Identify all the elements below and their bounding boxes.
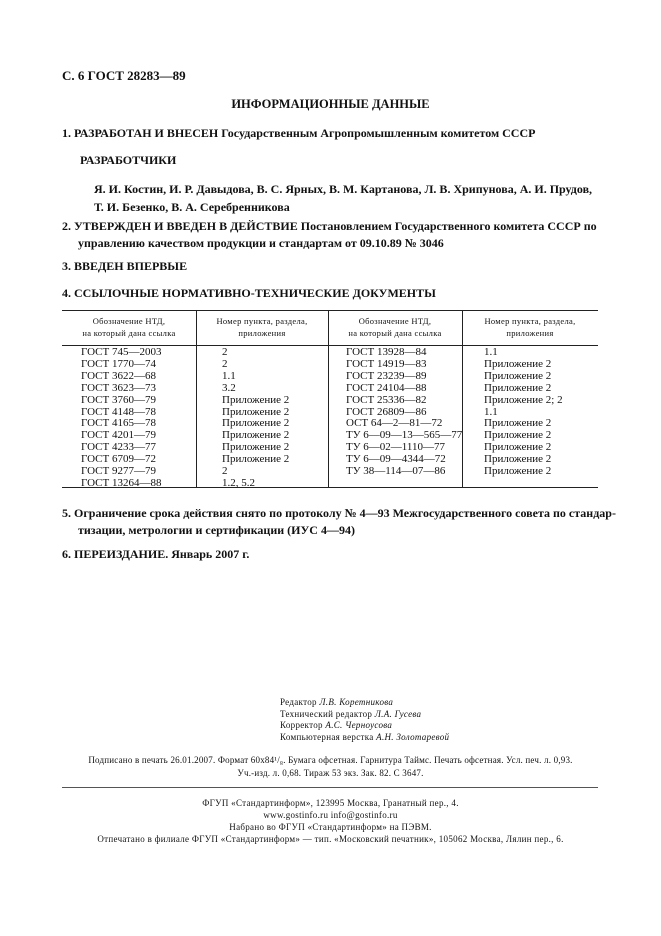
developers-line-1: Я. И. Костин, И. Р. Давыдова, В. С. Ярных, В. М. Картанова, Л. В. Хрипунова, А. И. Прудов, (94, 182, 593, 196)
table-cell: Приложение 2 (484, 441, 552, 454)
table-header-ref-left: Номер пункта, раздела, приложения (216, 316, 308, 338)
section-1: 1. РАЗРАБОТАН И ВНЕСЕН Государственным Агропромышленным комитетом СССР (62, 126, 536, 140)
table-cell: 1.2, 5.2 (222, 476, 255, 489)
credit-tech-editor: Технический редактор Л.А. Гусева (280, 708, 422, 719)
section-3: 3. ВВЕДЕН ВПЕРВЫЕ (62, 259, 188, 273)
publisher-line-1: ФГУП «Стандартинформ», 123995 Москва, Гранатный пер., 4. (202, 798, 459, 808)
section-2-line-1: 2. УТВЕРЖДЕН И ВВЕДЕН В ДЕЙСТВИЕ Постановлением Государственного комитета СССР по (62, 219, 597, 233)
table-cell: ГОСТ 23239—89 (346, 369, 427, 382)
table-cell: Приложение 2 (222, 417, 290, 430)
table-cell: ГОСТ 24104—88 (346, 381, 427, 394)
page-header: С. 6 ГОСТ 28283—89 (62, 68, 186, 83)
table-cell: ОСТ 64—2—81—72 (346, 417, 443, 430)
table-cell: ТУ 6—02—1110—77 (346, 441, 445, 454)
section-5-line-1: 5. Ограничение срока действия снято по протоколу № 4—93 Межгосударственного совета по стандар- (62, 506, 616, 520)
footer-divider (62, 787, 598, 788)
table-cell: ГОСТ 3622—68 (81, 369, 156, 382)
table-column-right-refs (484, 347, 563, 478)
section-6: 6. ПЕРЕИЗДАНИЕ. Январь 2007 г. (62, 547, 250, 561)
print-info (0, 754, 661, 779)
table-cell: 2 (222, 357, 228, 370)
table-cell: Приложение 2 (484, 381, 552, 394)
table-column-left-docs (81, 347, 161, 490)
table-cell: ГОСТ 3623—73 (81, 381, 156, 394)
table-cell: ТУ 38—114—07—86 (346, 465, 446, 478)
table-cell: Приложение 2 (484, 453, 552, 466)
table-header-doc-left: Обозначение НТД, на который дана ссылка (82, 316, 176, 338)
table-header-doc-right: Обозначение НТД, на который дана ссылка (348, 316, 442, 338)
table-header-ref-right: Номер пункта, раздела, приложения (484, 316, 576, 338)
section-2 (62, 218, 597, 252)
section-2-line-2: управлению качеством продукции и стандартам от 09.10.89 № 3046 (78, 236, 444, 250)
table-cell: Приложение 2 (222, 393, 290, 406)
table-cell: ГОСТ 745—2003 (81, 346, 162, 358)
table-cell: ГОСТ 14919—83 (346, 357, 427, 370)
table-cell: ТУ 6—09—4344—72 (346, 453, 446, 466)
table-cell: 2 (222, 465, 228, 478)
table-cell: 1.1 (222, 369, 236, 382)
credit-editor: Редактор Л.В. Коретникова (280, 697, 394, 707)
section-4: 4. ССЫЛОЧНЫЕ НОРМАТИВНО-ТЕХНИЧЕСКИЕ ДОКУМЕНТЫ (62, 286, 436, 300)
publisher-line-3: Набрано во ФГУП «Стандартинформ» на ПЭВМ. (229, 822, 432, 832)
credits-block (280, 697, 449, 743)
table-cell: 2 (222, 346, 228, 358)
developers-line-2: Т. И. Безенко, В. А. Серебренникова (94, 200, 290, 214)
developers-list (94, 180, 604, 216)
table-cell: ГОСТ 9277—79 (81, 465, 156, 478)
table-cell: ГОСТ 3760—79 (81, 393, 156, 406)
section-5 (62, 505, 616, 539)
table-cell: ГОСТ 25336—82 (346, 393, 427, 406)
table-cell: ГОСТ 6709—72 (81, 453, 156, 466)
table-cell: ГОСТ 13264—88 (81, 476, 162, 489)
table-cell: ГОСТ 4165—78 (81, 417, 156, 430)
print-info-line-1: Подписано в печать 26.01.2007. Формат 60x84¹/₈. Бумага офсетная. Гарнитура Таймс. Печать офсетная. Усл. печ. л. 0,93. (88, 755, 573, 765)
credit-layout: Компьютерная верстка А.Н. Золотаревой (280, 731, 450, 742)
table-cell: ГОСТ 4233—77 (81, 441, 156, 454)
table-cell: ТУ 6—09—13—565—77 (346, 429, 463, 442)
publisher-line-4: Отпечатано в филиале ФГУП «Стандартинформ» — тип. «Московский печатник», 105062 Москва, Лялин пер., 6. (97, 834, 564, 844)
credit-corrector: Корректор А.С. Черноусова (280, 720, 393, 730)
table-cell: Приложение 2 (222, 453, 290, 466)
table-cell: ГОСТ 13928—84 (346, 346, 427, 358)
reference-table (62, 310, 598, 488)
table-cell: Приложение 2 (484, 357, 552, 370)
publisher-line-2: www.gostinfo.ru info@gostinfo.ru (263, 810, 398, 820)
table-cell: 1.1 (484, 405, 498, 418)
table-cell: ГОСТ 1770—74 (81, 357, 156, 370)
table-cell: ГОСТ 4201—79 (81, 429, 156, 442)
table-cell: Приложение 2 (484, 465, 552, 478)
table-cell: ГОСТ 4148—78 (81, 405, 156, 418)
section-5-line-2: тизации, метрологии и сертификации (ИУС 4—94) (78, 523, 355, 537)
table-column-right-docs (346, 347, 462, 478)
developers-heading: РАЗРАБОТЧИКИ (80, 153, 177, 167)
table-cell: 3.2 (222, 381, 236, 394)
table-cell: Приложение 2 (484, 369, 552, 382)
table-cell: Приложение 2 (484, 417, 552, 430)
table-cell: Приложение 2 (484, 429, 552, 442)
table-cell: Приложение 2 (222, 405, 290, 418)
publisher-info (0, 797, 661, 845)
table-cell: 1.1 (484, 346, 498, 358)
table-cell: Приложение 2 (222, 429, 290, 442)
table-cell: ГОСТ 26809—86 (346, 405, 427, 418)
page-title: ИНФОРМАЦИОННЫЕ ДАННЫЕ (231, 97, 430, 111)
table-cell: Приложение 2 (222, 441, 290, 454)
table-cell: Приложение 2; 2 (484, 393, 563, 406)
table-column-left-refs (222, 347, 289, 490)
print-info-line-2: Уч.-изд. л. 0,68. Тираж 53 экз. Зак. 82. С 3647. (237, 767, 424, 778)
